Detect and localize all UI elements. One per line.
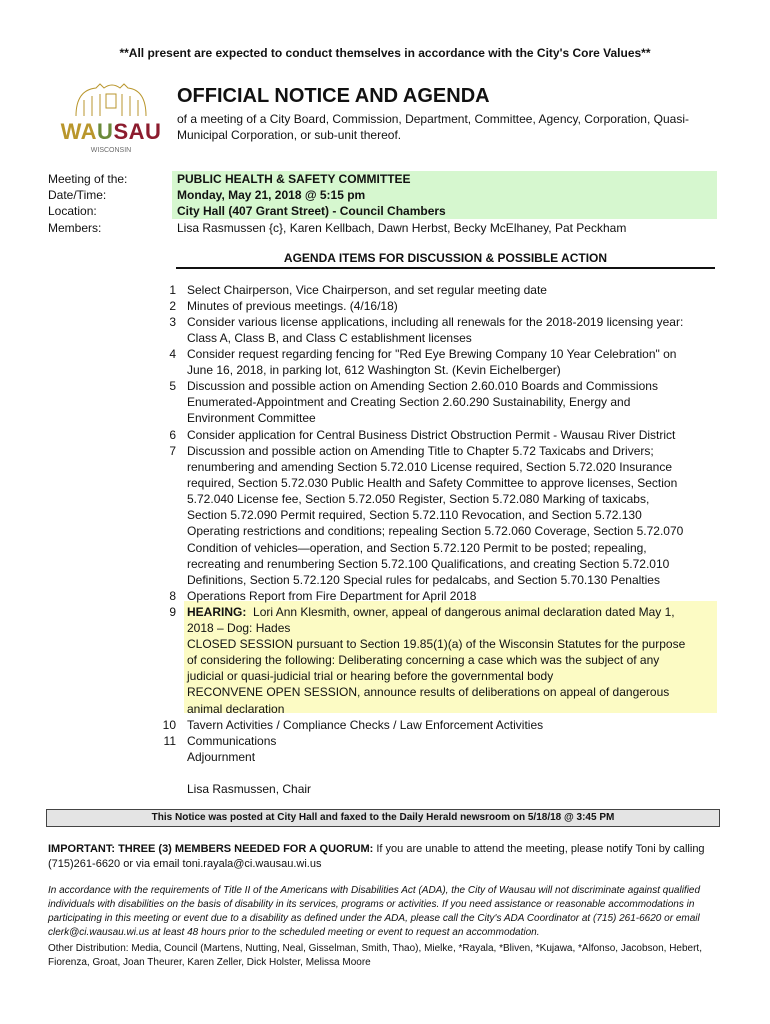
quorum-label: IMPORTANT: THREE (3) MEMBERS NEEDED FOR A QUORUM:: [48, 843, 374, 855]
agenda-item-number: 8: [169, 589, 176, 603]
members-label: Members:: [48, 221, 102, 235]
agenda-item-number: 9: [169, 605, 176, 619]
quorum-notice: [48, 842, 718, 872]
agenda-item-line: Section 5.72.090 Permit required, Section 5.72.110 Revocation, and Section 5.72.130: [187, 508, 642, 523]
meeting-of-row: [48, 171, 728, 187]
agenda-item-number: 7: [169, 444, 176, 458]
hearing-label: HEARING:: [187, 605, 247, 619]
agenda-item-line: Enumerated-Appointment and Creating Section 2.60.290 Sustainability, Energy and: [187, 395, 631, 410]
agenda-item-number: 10: [162, 718, 176, 732]
agenda-item-line: judicial or quasi-judicial trial or hearing before the governmental body: [187, 669, 554, 684]
agenda-item-line: Select Chairperson, Vice Chairperson, and set regular meeting date: [187, 283, 547, 297]
agenda-item-line: [187, 604, 717, 620]
agenda-item-line: Minutes of previous meetings. (4/16/18): [187, 299, 398, 313]
agenda-item-line: June 16, 2018, in parking lot, 612 Washington St. (Kevin Eichelberger): [187, 363, 561, 378]
agenda-heading: AGENDA ITEMS FOR DISCUSSION & POSSIBLE ACTION: [176, 251, 715, 269]
page-subtitle: of a meeting of a City Board, Commission, Department, Committee, Agency, Corporation, Quasi-Municipal Corporation, or sub-unit thereof.: [177, 112, 689, 142]
date-time-label: Date/Time:: [48, 188, 107, 202]
agenda-item-line: CLOSED SESSION pursuant to Section 19.85(1)(a) of the Wisconsin Statutes for the purpose: [187, 637, 686, 652]
agenda-item-line: Tavern Activities / Compliance Checks / Law Enforcement Activities: [187, 718, 544, 732]
distribution-list: Other Distribution: Media, Council (Martens, Nutting, Neal, Gisselman, Smith, Thao), Mielke, *Rayala, *Bliven, *Kujawa, *Alfonso, Jacobson, Hebert, Fiorenza, Groat, Joan Theurer, Karen Zeller, Dick Holster, Melissa Moore: [48, 943, 702, 968]
members-value: Lisa Rasmussen {c}, Karen Kellbach, Dawn Herbst, Becky McElhaney, Pat Peckham: [177, 221, 627, 235]
agenda-item-line: Operations Report from Fire Department for April 2018: [187, 589, 477, 603]
date-time-value: Monday, May 21, 2018 @ 5:15 pm: [177, 188, 366, 202]
agenda-item-line: recreating and renumbering Section 5.72.100 Qualifications, and creating Section 5.72.010: [187, 556, 670, 571]
date-time-row: [48, 187, 728, 203]
agenda-item-number: 3: [169, 315, 176, 329]
hearing-text: Lori Ann Klesmith, owner, appeal of dangerous animal declaration dated May 1,: [253, 605, 675, 619]
agenda-item-line: Class A, Class B, and Class C establishment licenses: [187, 331, 472, 346]
agenda-item-number: 11: [163, 734, 176, 748]
meeting-of-value: PUBLIC HEALTH & SAFETY COMMITTEE: [177, 172, 411, 186]
agenda-item-number: 5: [169, 379, 176, 393]
quorum-text: If you are unable to attend the meeting, please notify Toni by calling (715)261-6620 or via email toni.rayala@ci.wausau.wi.us: [48, 843, 705, 870]
agenda-item-line: Definitions, Section 5.72.120 Special rules for pedalcabs, and Section 5.70.130 Penalties: [187, 572, 660, 587]
agenda-item-line: 5.72.040 License fee, Section 5.72.050 Register, Section 5.72.080 Marking of taxicabs,: [187, 492, 650, 507]
agenda-item-line: RECONVENE OPEN SESSION, announce results of deliberations on appeal of dangerous: [187, 685, 670, 700]
agenda-item-line: 2018 – Dog: Hades: [187, 621, 291, 636]
agenda-item-line: Consider various license applications, including all renewals for the 2018-2019 licensing year:: [187, 315, 684, 329]
agenda-item-line: Consider application for Central Business District Obstruction Permit - Wausau River District: [187, 428, 676, 442]
page-title: OFFICIAL NOTICE AND AGENDA: [177, 85, 490, 107]
agenda-item-line: Environment Committee: [187, 411, 316, 426]
agenda-item-line: of considering the following: Deliberating concerning a case which was the subject of any: [187, 653, 660, 668]
agenda-item-line: required, Section 5.72.030 Public Health and Safety Committee to approve licenses, Section: [187, 476, 678, 491]
agenda-item-number: 4: [169, 347, 176, 361]
agenda-item-line: Discussion and possible action on Amending Title to Chapter 5.72 Taxicabs and Drivers;: [187, 444, 654, 458]
agenda-item-number: 6: [169, 428, 176, 442]
agenda-item-line: renumbering and amending Section 5.72.010 License required, Section 5.72.020 Insurance: [187, 460, 672, 475]
agenda-item-line: Consider request regarding fencing for "Red Eye Brewing Company 10 Year Celebration" on: [187, 347, 677, 361]
core-values-notice: **All present are expected to conduct themselves in accordance with the City's Core Values**: [119, 46, 651, 60]
location-label: Location:: [48, 204, 97, 218]
agenda-item-line: Communications: [187, 734, 277, 748]
city-of-wausau-logo: [60, 80, 162, 156]
members-row: [48, 220, 728, 236]
agenda-item-line: animal declaration: [187, 701, 285, 716]
agenda-item-line: Condition of vehicles—operation, and Section 5.72.120 Permit to be posted; repealing,: [187, 540, 647, 555]
meeting-of-label: Meeting of the:: [48, 172, 128, 186]
ada-statement: In accordance with the requirements of Title II of the Americans with Disabilities Act (ADA), the City of Wausau will not discriminate against qualified individuals with disabilities on the basis of disability in its services, programs or activities. If you need assistance or reasonable accommodations in participating in this meeting or event due to a disability as defined under the ADA, please call the City's ADA Coordinator at (715) 261-6620 or email clerk@ci.wausau.wi.us at least 48 hours prior to the scheduled meeting or event to request an accommodation.: [48, 885, 701, 938]
posting-notice-banner: This Notice was posted at City Hall and faxed to the Daily Herald newsroom on 5/18/18 @ 3:45 PM: [46, 809, 720, 827]
wausau-logo-graphic: [60, 80, 162, 156]
logo-state-label: WISCONSIN: [90, 147, 132, 154]
location-value: City Hall (407 Grant Street) - Council Chambers: [177, 204, 446, 218]
agenda-item-line: Operating restrictions and conditions; repealing Section 5.72.060 Coverage, Section 5.72.070: [187, 524, 684, 539]
location-row: [48, 203, 728, 219]
agenda-item-number: 1: [169, 283, 176, 297]
agenda-item-line: Discussion and possible action on Amending Section 2.60.010 Boards and Commissions: [187, 379, 658, 393]
svg-text:WAUSAU: WAUSAU: [60, 119, 162, 144]
agenda-item-number: 2: [169, 299, 176, 313]
